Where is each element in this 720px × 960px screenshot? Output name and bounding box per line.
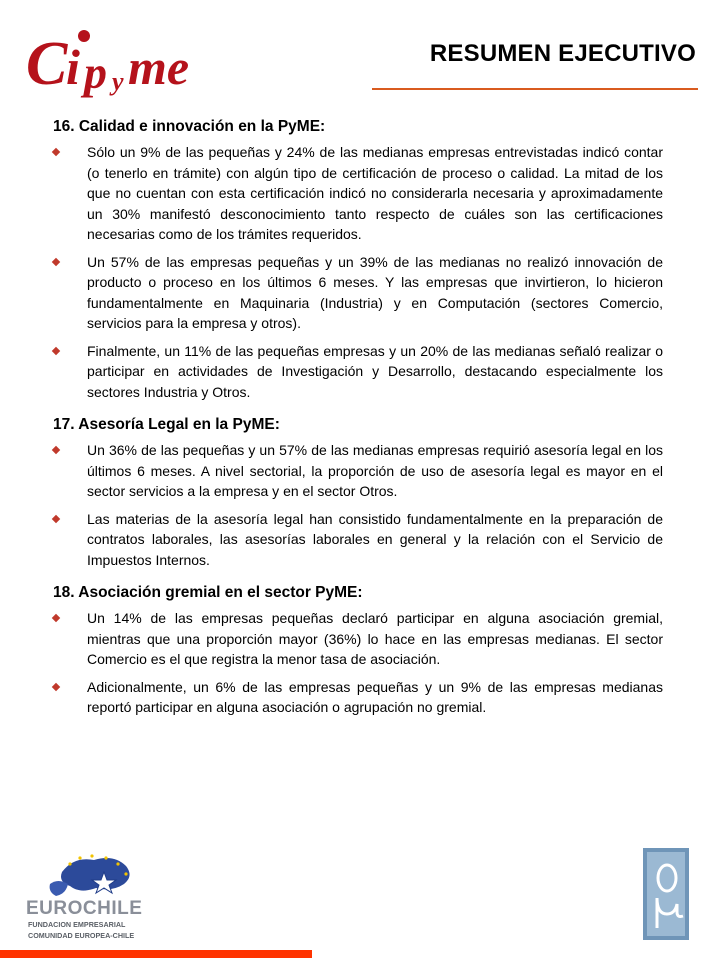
list-item-text: Finalmente, un 11% de las pequeñas empresas y un 20% de las medianas señaló realizar o participar en actividades de Investigación y Desarrollo, destacando especialmente los sectores Industria y Otros. xyxy=(87,342,663,400)
cipyme-logo xyxy=(26,22,216,102)
eurochile-wordmark: EUROCHILE xyxy=(26,898,143,919)
list-item-text: Un 36% de las pequeñas y un 57% de las medianas empresas requirió asesoría legal en los últimos 6 meses. A nivel sectorial, la proporción de uso de asesoría legal es mayor en el sector servicios a la empresa y en el sector Otros. xyxy=(87,442,663,499)
title-underline xyxy=(372,88,698,90)
bullet-icon xyxy=(52,148,60,156)
list-item-text: Un 57% de las empresas pequeñas y un 39% de las medianas no realizó innovación de producto o proceso en los últimos 6 meses. Y las empresas que invirtieron, lo hicieron fundamentalmente en Maquinaria (Industria) y en Computación (sectores Comercio, servicios para la empresa y otros). xyxy=(87,253,663,331)
list-item-text: Adicionalmente, un 6% de las empresas pequeñas y un 9% de las empresas medianas reportó participar en alguna asociación o agrupación no gremial. xyxy=(87,678,663,715)
bullet-list xyxy=(53,608,663,718)
bullet-list xyxy=(53,142,663,402)
list-item xyxy=(53,252,663,334)
bullet-icon xyxy=(52,257,60,265)
bullet-icon xyxy=(52,446,60,454)
page-title: RESUMEN EJECUTIVO xyxy=(429,40,696,67)
list-item-text: Las materias de la asesoría legal han consistido fundamentalmente en la preparación de contratos laborales, las asesorías laborales en general y la relación con el Servicio de Impuestos Internos. xyxy=(87,510,663,568)
document-body xyxy=(53,118,663,725)
section-heading: 18. Asociación gremial en el sector PyME: xyxy=(53,584,363,601)
svg-text:C: C xyxy=(26,30,68,98)
list-item-text: Sólo un 9% de las pequeñas y 24% de las medianas empresas entrevistadas indicó contar (o tenerlo en trámite) con algún tipo de certificación de proceso o calidad. La mitad de los que no cuentan con esta certificación indicó no considerarla necesaria y aproximadamente un 30% manifestó desconocimiento tanto respecto de cuáles son las certificaciones necesarias como de los trámites requeridos. xyxy=(87,144,663,242)
list-item-text: Un 14% de las empresas pequeñas declaró participar en alguna asociación gremial, mientras que una proporción mayor (36%) lo hace en las empresas medianas. El sector Comercio es el que registra la menor tasa de asociación. xyxy=(87,610,663,667)
section-asesoria-legal xyxy=(53,416,663,570)
eurochile-line1: FUNDACION EMPRESARIAL xyxy=(28,920,126,929)
list-item xyxy=(53,677,663,718)
svg-text:y: y xyxy=(112,67,124,96)
bullet-icon xyxy=(52,682,60,690)
mu-emblem-logo xyxy=(643,848,689,940)
bullet-list xyxy=(53,440,663,570)
svg-text:p: p xyxy=(84,47,107,98)
svg-text:i: i xyxy=(66,39,80,95)
eurochile-logo xyxy=(22,850,158,946)
section-asociacion-gremial xyxy=(53,584,663,718)
section-heading: 16. Calidad e innovación en la PyME: xyxy=(53,118,326,135)
list-item xyxy=(53,142,663,245)
eurochile-line2: COMUNIDAD EUROPEA-CHILE xyxy=(28,931,135,940)
footer-accent-bar xyxy=(0,950,312,958)
list-item xyxy=(53,440,663,502)
list-item xyxy=(53,509,663,571)
section-heading: 17. Asesoría Legal en la PyME: xyxy=(53,416,280,433)
bullet-icon xyxy=(52,614,60,622)
bullet-icon xyxy=(52,514,60,522)
list-item xyxy=(53,608,663,670)
list-item xyxy=(53,341,663,403)
svg-text:me: me xyxy=(128,39,190,95)
bullet-icon xyxy=(52,346,60,354)
section-calidad-innovacion xyxy=(53,118,663,402)
